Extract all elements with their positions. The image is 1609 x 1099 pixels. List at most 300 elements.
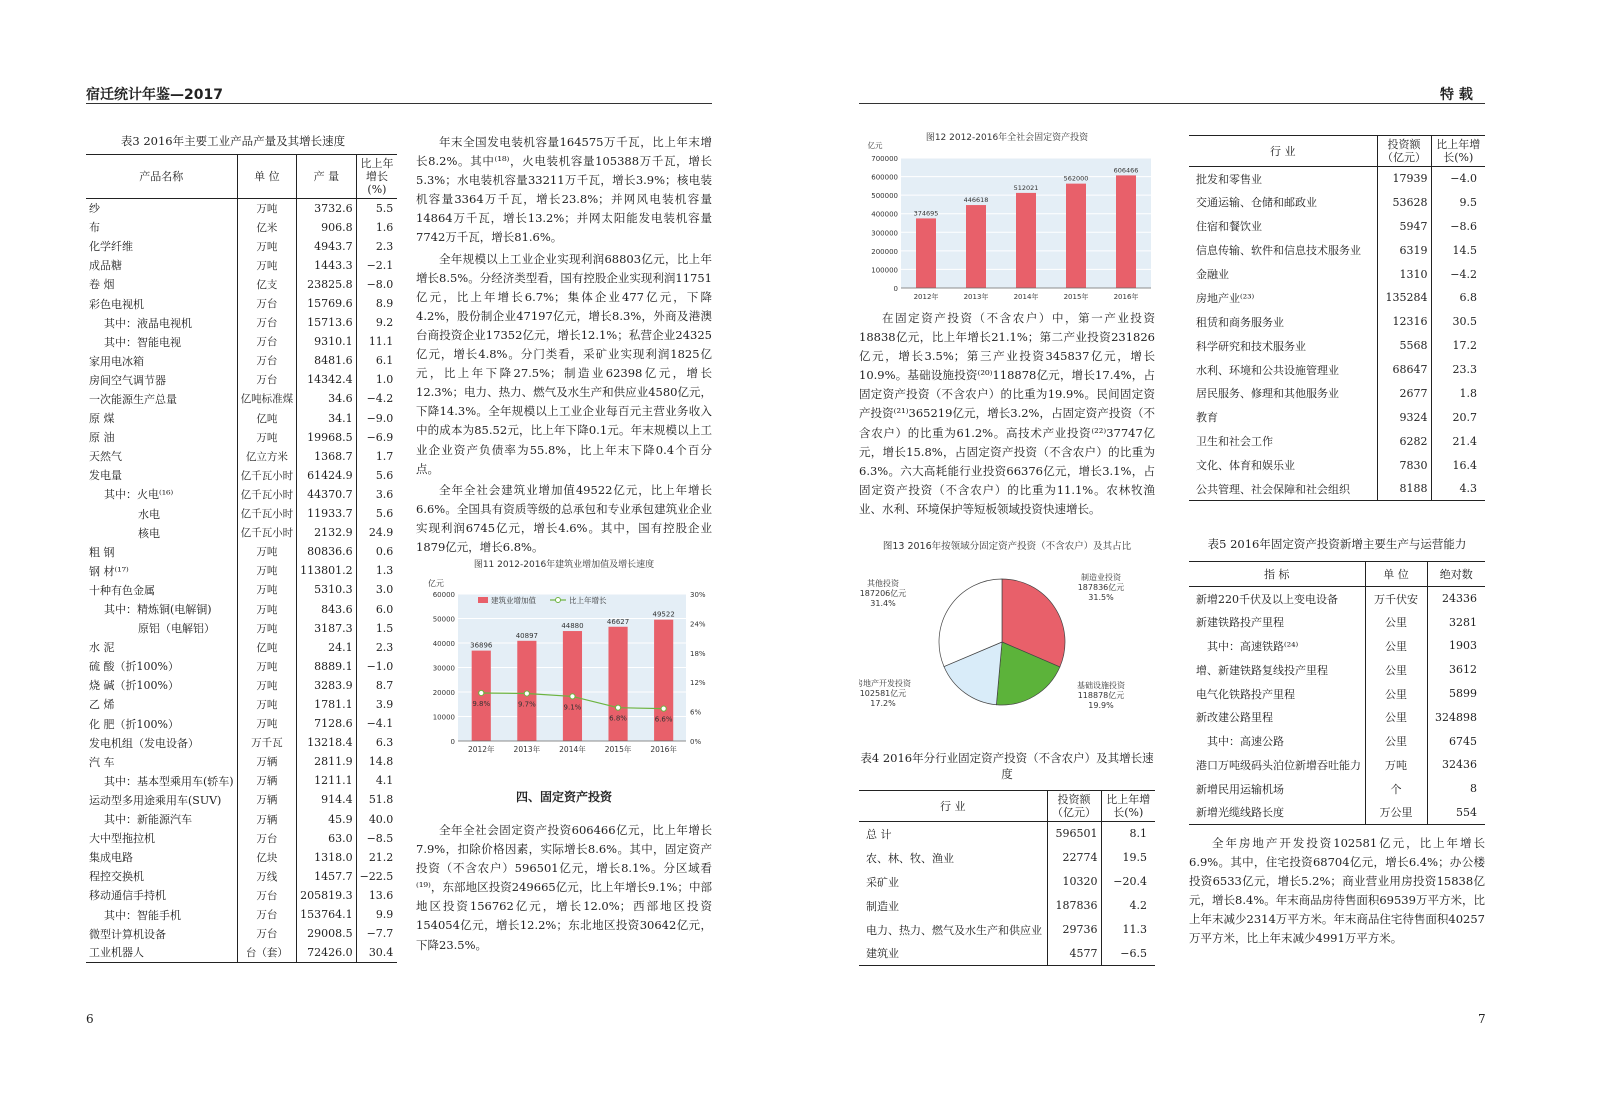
table-row bbox=[86, 466, 397, 485]
growth: −7.7 bbox=[356, 924, 397, 943]
investment: 135284 bbox=[1377, 286, 1431, 310]
output: 906.8 bbox=[297, 218, 357, 237]
growth: 11.3 bbox=[1101, 918, 1155, 942]
industry: 居民服务、修理和其他服务业 bbox=[1196, 387, 1339, 401]
growth: 9.9 bbox=[356, 905, 397, 924]
output: 8889.1 bbox=[297, 657, 357, 676]
output: 11933.7 bbox=[297, 504, 357, 523]
growth: 14.5 bbox=[1431, 238, 1485, 262]
growth: −4.2 bbox=[1431, 262, 1485, 286]
investment: 4577 bbox=[1047, 942, 1101, 966]
table-row bbox=[86, 771, 397, 790]
x-tick-label: 2015年 bbox=[604, 745, 632, 754]
unit: 亿吨 bbox=[237, 638, 297, 657]
table-row bbox=[86, 485, 397, 504]
table-row bbox=[1189, 310, 1485, 334]
y-tick-label: 300000 bbox=[871, 229, 898, 238]
table-row bbox=[86, 638, 397, 657]
unit: 万台 bbox=[237, 924, 297, 943]
table-row bbox=[86, 561, 397, 580]
line-value-label: 9.1% bbox=[563, 703, 582, 712]
slice-label: 其他投资 bbox=[867, 579, 899, 588]
growth: −6.9 bbox=[356, 428, 397, 447]
x-tick-label: 2012年 bbox=[467, 745, 495, 754]
unit: 亿立方米 bbox=[237, 447, 297, 466]
output: 1211.1 bbox=[297, 771, 357, 790]
indicator: 新建铁路投产里程 bbox=[1196, 616, 1284, 630]
output: 9310.1 bbox=[297, 332, 357, 351]
table4-continued bbox=[1189, 135, 1485, 501]
industry: 卫生和社会工作 bbox=[1196, 435, 1273, 449]
product-name: 烧 碱（折100%） bbox=[89, 679, 179, 693]
growth: −4.0 bbox=[1431, 167, 1485, 191]
unit: 亿千瓦小时 bbox=[237, 466, 297, 485]
table-row bbox=[86, 848, 397, 867]
value: 24336 bbox=[1427, 587, 1485, 611]
table-row bbox=[86, 619, 397, 638]
investment: 2677 bbox=[1377, 382, 1431, 406]
growth: 5.6 bbox=[356, 466, 397, 485]
growth: 1.8 bbox=[1431, 382, 1485, 406]
line-point bbox=[615, 705, 620, 710]
header-rule-left bbox=[86, 103, 712, 104]
legend-label-line: 比上年增长 bbox=[569, 596, 607, 605]
product-name: 乙 烯 bbox=[89, 698, 115, 712]
industry: 教育 bbox=[1196, 411, 1218, 425]
slice-label: 制造业投资 bbox=[1081, 573, 1121, 582]
x-tick-label: 2014年 bbox=[559, 745, 586, 754]
chart11-svg bbox=[416, 556, 712, 761]
output: 13218.4 bbox=[297, 733, 357, 752]
slice-value: 187206亿元 bbox=[859, 589, 907, 598]
output: 843.6 bbox=[297, 599, 357, 618]
investment: 68647 bbox=[1377, 358, 1431, 382]
table-row bbox=[1189, 682, 1485, 706]
table-row bbox=[86, 294, 397, 313]
bar-value-label: 606466 bbox=[1113, 166, 1139, 175]
unit: 公里 bbox=[1365, 729, 1427, 753]
legend-marker bbox=[556, 598, 561, 603]
bar-value-label: 40897 bbox=[515, 631, 538, 640]
investment: 12316 bbox=[1377, 310, 1431, 334]
output: 29008.5 bbox=[297, 924, 357, 943]
investment: 5568 bbox=[1377, 334, 1431, 358]
growth: 8.1 bbox=[1101, 822, 1155, 846]
table-row bbox=[86, 676, 397, 695]
growth: 8.9 bbox=[356, 294, 397, 313]
x-tick-label: 2012年 bbox=[913, 293, 939, 301]
unit: 亿块 bbox=[237, 848, 297, 867]
product-name: 化学纤维 bbox=[89, 240, 133, 254]
unit: 万千瓦 bbox=[237, 733, 297, 752]
x-tick-label: 2016年 bbox=[1113, 293, 1139, 301]
chart12-svg bbox=[859, 128, 1155, 303]
slice-value: 102581亿元 bbox=[859, 689, 907, 698]
line-point bbox=[570, 694, 575, 699]
product-name: 纱 bbox=[89, 202, 100, 216]
output: 61424.9 bbox=[297, 466, 357, 485]
x-tick-label: 2013年 bbox=[963, 293, 989, 301]
table-row bbox=[86, 370, 397, 389]
product-name: 房间空气调节器 bbox=[89, 373, 166, 387]
table3-header: 比上年增长(%) bbox=[356, 155, 397, 199]
investment: 6282 bbox=[1377, 429, 1431, 453]
value: 32436 bbox=[1427, 753, 1485, 777]
y-tick-label: 500000 bbox=[871, 192, 898, 201]
output: 7128.6 bbox=[297, 714, 357, 733]
value: 554 bbox=[1427, 801, 1485, 825]
indicator: 其中：高速公路 bbox=[1207, 735, 1284, 749]
unit: 公里 bbox=[1365, 682, 1427, 706]
growth: 13.6 bbox=[356, 886, 397, 905]
table-row bbox=[1189, 262, 1485, 286]
slice-percent: 31.5% bbox=[1088, 593, 1114, 602]
table-row bbox=[86, 714, 397, 733]
output: 1368.7 bbox=[297, 447, 357, 466]
table3-header: 产 量 bbox=[297, 155, 357, 199]
value: 1903 bbox=[1427, 634, 1485, 658]
table-row bbox=[1189, 286, 1485, 310]
table-row bbox=[1189, 382, 1485, 406]
value: 3612 bbox=[1427, 658, 1485, 682]
product-name: 其中：智能手机 bbox=[104, 908, 181, 922]
unit: 万台 bbox=[237, 829, 297, 848]
output: 24.1 bbox=[297, 638, 357, 657]
unit: 万台 bbox=[237, 313, 297, 332]
growth: 6.0 bbox=[356, 599, 397, 618]
growth: 30.5 bbox=[1431, 310, 1485, 334]
table-row bbox=[859, 822, 1155, 846]
growth: 4.1 bbox=[356, 771, 397, 790]
table-row bbox=[86, 351, 397, 370]
table-row bbox=[86, 752, 397, 771]
table-row bbox=[86, 237, 397, 256]
y-tick-label: 200000 bbox=[871, 247, 898, 256]
product-name: 彩色电视机 bbox=[89, 297, 144, 311]
table-row bbox=[1189, 405, 1485, 429]
line-point bbox=[524, 691, 529, 696]
text-column-3 bbox=[859, 309, 1155, 519]
growth: 3.6 bbox=[356, 485, 397, 504]
output: 4943.7 bbox=[297, 237, 357, 256]
product-name: 水 泥 bbox=[89, 641, 115, 655]
product-name: 原铝（电解铝） bbox=[138, 622, 215, 636]
output: 45.9 bbox=[297, 810, 357, 829]
table-row bbox=[86, 657, 397, 676]
output: 8481.6 bbox=[297, 351, 357, 370]
section-heading-investment: 四、固定资产投资 bbox=[515, 790, 612, 804]
product-name: 卷 烟 bbox=[89, 278, 115, 292]
x-tick-label: 2016年 bbox=[650, 745, 677, 754]
investment: 596501 bbox=[1047, 822, 1101, 846]
growth: −9.0 bbox=[356, 409, 397, 428]
table-row bbox=[86, 256, 397, 275]
table-row bbox=[86, 790, 397, 809]
table5-caption: 表5 2016年固定资产投资新增主要生产与运营能力 bbox=[1207, 537, 1467, 551]
table-row bbox=[1189, 587, 1485, 611]
growth: 11.1 bbox=[356, 332, 397, 351]
table-row bbox=[1189, 801, 1485, 825]
growth: 51.8 bbox=[356, 790, 397, 809]
section-title: 特 载 bbox=[1440, 87, 1473, 103]
table-row bbox=[1189, 753, 1485, 777]
unit: 亿米 bbox=[237, 218, 297, 237]
industry: 金融业 bbox=[1196, 268, 1229, 281]
table-row bbox=[86, 542, 397, 561]
product-name: 移动通信手持机 bbox=[89, 889, 166, 903]
table5 bbox=[1189, 561, 1485, 825]
chart-title: 图12 2012-2016年全社会固定资产投资 bbox=[925, 133, 1089, 143]
bar-value-label: 46627 bbox=[606, 617, 630, 626]
industry: 公共管理、社会保障和社会组织 bbox=[1189, 477, 1377, 501]
growth: 4.3 bbox=[1431, 477, 1485, 501]
table3 bbox=[86, 154, 397, 963]
unit: 万吨 bbox=[237, 561, 297, 580]
bar bbox=[966, 205, 986, 288]
investment: 6319 bbox=[1377, 238, 1431, 262]
slice-label: 基础设施投资 bbox=[1077, 681, 1125, 690]
unit: 万辆 bbox=[237, 771, 297, 790]
unit: 万台 bbox=[237, 294, 297, 313]
text-column-2 bbox=[416, 133, 712, 557]
y2-tick-label: 6% bbox=[690, 708, 702, 717]
slice-percent: 19.9% bbox=[1088, 701, 1114, 710]
bar bbox=[1016, 193, 1036, 288]
growth: 2.3 bbox=[356, 638, 397, 657]
unit: 万吨 bbox=[237, 237, 297, 256]
growth: 9.5 bbox=[1431, 190, 1485, 214]
bar-value-label: 446618 bbox=[963, 196, 989, 205]
unit: 万辆 bbox=[237, 752, 297, 771]
product-name: 程控交换机 bbox=[89, 870, 144, 884]
product-name: 其中：火电⁽¹⁶⁾ bbox=[104, 488, 174, 502]
unit: 万台 bbox=[237, 886, 297, 905]
table3-header: 单 位 bbox=[237, 155, 297, 199]
product-name: 汽 车 bbox=[89, 755, 115, 769]
industry: 科学研究和技术服务业 bbox=[1196, 339, 1306, 353]
x-tick-label: 2013年 bbox=[513, 745, 541, 754]
table-row bbox=[86, 504, 397, 523]
growth: −8.0 bbox=[356, 275, 397, 294]
y-tick-label: 0 bbox=[893, 285, 898, 293]
table4-header: 投资额（亿元） bbox=[1047, 791, 1101, 822]
unit: 亿吨 bbox=[237, 409, 297, 428]
unit: 万吨 bbox=[237, 619, 297, 638]
value: 5899 bbox=[1427, 682, 1485, 706]
bar-value-label: 374695 bbox=[913, 209, 939, 218]
growth: −4.2 bbox=[356, 389, 397, 408]
table-row bbox=[86, 428, 397, 447]
growth: −1.0 bbox=[356, 657, 397, 676]
table-row bbox=[1189, 777, 1485, 801]
slice-percent: 31.4% bbox=[870, 599, 896, 608]
investment: 187836 bbox=[1047, 894, 1101, 918]
unit: 万吨 bbox=[237, 256, 297, 275]
table-row bbox=[86, 199, 397, 218]
bar-value-label: 49522 bbox=[652, 610, 675, 619]
growth: 1.7 bbox=[356, 447, 397, 466]
bar-value-label: 36896 bbox=[470, 641, 493, 650]
table-row bbox=[86, 905, 397, 924]
investment: 8188 bbox=[1377, 477, 1431, 501]
product-name: 布 bbox=[89, 221, 100, 235]
unit: 万台 bbox=[237, 351, 297, 370]
y2-tick-label: 18% bbox=[690, 649, 706, 658]
unit: 亿吨标准煤 bbox=[237, 389, 297, 408]
table-row bbox=[86, 943, 397, 962]
table4-continued-block bbox=[1189, 135, 1485, 501]
table-row bbox=[86, 867, 397, 886]
paragraph-fixed-investment: 全年全社会固定资产投资606466亿元，比上年增长7.9%，扣除价格因素，实际增长8.6%。其中，固定资产投资（不含农户）596501亿元，增长8.1%。分区域看⁽¹⁹⁾，东部地区投资249665亿元，比上年增长9.1%；中部地区投资156762亿元，增长12.0%；西部地区投资154054亿元，增长12.2%；东北地区投资30642亿元，下降23.5%。 bbox=[416, 823, 712, 952]
line-value-label: 6.6% bbox=[654, 715, 673, 724]
page-number-left: 6 bbox=[86, 1012, 94, 1026]
industry: 电力、热力、燃气及水生产和供应业 bbox=[866, 923, 1042, 937]
x-tick-label: 2014年 bbox=[1013, 293, 1039, 301]
output: 23825.8 bbox=[297, 275, 357, 294]
investment: 7830 bbox=[1377, 453, 1431, 477]
output: 1318.0 bbox=[297, 848, 357, 867]
table-row bbox=[86, 733, 397, 752]
y2-tick-label: 30% bbox=[690, 591, 706, 599]
header-rule-right bbox=[859, 103, 1485, 104]
growth: 21.2 bbox=[356, 848, 397, 867]
y-tick-label: 600000 bbox=[871, 173, 898, 182]
x-tick-label: 2015年 bbox=[1063, 293, 1089, 301]
growth: 1.6 bbox=[356, 218, 397, 237]
table4b-header: 比上年增长(%) bbox=[1431, 136, 1485, 167]
product-name: 发电机组（发电设备） bbox=[89, 736, 199, 750]
investment: 22774 bbox=[1047, 846, 1101, 870]
product-name: 硫 酸（折100%） bbox=[89, 660, 179, 674]
table-row bbox=[1189, 453, 1485, 477]
table4-block bbox=[859, 750, 1155, 966]
table-row bbox=[86, 409, 397, 428]
product-name: 大中型拖拉机 bbox=[89, 832, 155, 846]
industry: 房地产业⁽²³⁾ bbox=[1196, 291, 1255, 305]
slice-percent: 17.2% bbox=[870, 699, 896, 708]
table4-header: 行 业 bbox=[859, 791, 1047, 822]
paragraph-construction: 全年全社会建筑业增加值49522亿元，比上年增长6.6%。全国具有资质等级的总承包和专业承包建筑业企业实现利润6745亿元，增长4.6%。其中，国有控股企业1879亿元，增长6.8%。 bbox=[416, 482, 712, 554]
table4-header: 比上年增长(%) bbox=[1101, 791, 1155, 822]
product-name: 其中：智能电视 bbox=[104, 335, 181, 349]
unit: 亿千瓦小时 bbox=[237, 485, 297, 504]
growth: 8.7 bbox=[356, 676, 397, 695]
table-row bbox=[86, 313, 397, 332]
table-row bbox=[86, 886, 397, 905]
product-name: 十种有色金属 bbox=[89, 583, 155, 597]
slice-value: 187836亿元 bbox=[1077, 583, 1125, 592]
bar bbox=[608, 627, 627, 741]
bar-value-label: 562000 bbox=[1063, 174, 1089, 183]
growth: 6.3 bbox=[356, 733, 397, 752]
output: 80836.6 bbox=[297, 542, 357, 561]
product-name: 家用电冰箱 bbox=[89, 354, 144, 368]
product-name: 粗 钢 bbox=[89, 545, 115, 559]
table-row bbox=[86, 599, 397, 618]
unit: 亿千瓦小时 bbox=[237, 504, 297, 523]
table-row bbox=[859, 894, 1155, 918]
y-axis-label: 亿元 bbox=[428, 579, 444, 588]
indicator: 新增220千伏及以上变电设备 bbox=[1196, 592, 1338, 606]
growth: 0.6 bbox=[356, 542, 397, 561]
growth: 20.7 bbox=[1431, 405, 1485, 429]
paragraph-power-capacity: 年末全国发电装机容量164575万千瓦，比上年末增长8.2%。其中⁽¹⁸⁾，火电装机容量105388万千瓦，增长5.3%；水电装机容量33211万千瓦，增长3.9%；核电装机容量3364万千瓦，增长23.8%；并网风电装机容量14864万千瓦，增长13.2%；并网太阳能发电装机容量7742万千瓦，增长81.6%。 bbox=[416, 135, 712, 245]
unit: 万台 bbox=[237, 332, 297, 351]
unit: 公里 bbox=[1365, 658, 1427, 682]
growth: 30.4 bbox=[356, 943, 397, 962]
y-tick-label: 20000 bbox=[432, 689, 455, 697]
table4b-header: 行 业 bbox=[1189, 136, 1377, 167]
y-tick-label: 10000 bbox=[432, 713, 455, 722]
product-name: 钢 材⁽¹⁷⁾ bbox=[89, 564, 129, 578]
paragraph-industrial-profit: 全年规模以上工业企业实现利润68803亿元，比上年增长8.5%。分经济类型看，国有控股企业实现利润11751亿元，比上年增长6.7%；集体企业477亿元，下降4.2%，股份制企业47197亿元，增长8.3%，外商及港澳台商投资企业17352亿元，增长12.1%；私营企业24325亿元，增长4.8%。分门类看，采矿业实现利润1825亿元，比上年下降27.5%；制造业62398亿元，增长12.3%；电力、热力、燃气及水生产和供应业4580亿元，下降14.3%。全年规模以上工业企业每百元主营业务收入中的成本为85.52元，比上年下降0.1元。年末规模以上工业企业资产负债率为55.8%，比上年末下降0.4个百分点。 bbox=[416, 251, 712, 476]
table-row bbox=[86, 275, 397, 294]
line-point bbox=[479, 690, 484, 695]
growth: 6.8 bbox=[1431, 286, 1485, 310]
table3-block bbox=[86, 133, 394, 963]
growth: 3.0 bbox=[356, 580, 397, 599]
output: 3732.6 bbox=[297, 199, 357, 218]
table5-header: 绝对数 bbox=[1427, 562, 1485, 587]
table-row bbox=[86, 332, 397, 351]
unit: 万吨 bbox=[237, 542, 297, 561]
investment: 17939 bbox=[1377, 167, 1431, 191]
growth: −22.5 bbox=[356, 867, 397, 886]
growth: 16.4 bbox=[1431, 453, 1485, 477]
table-row bbox=[1189, 610, 1485, 634]
paragraph-real-estate: 全年房地产开发投资102581亿元，比上年增长6.9%。其中，住宅投资68704亿元，增长6.4%；办公楼投资6533亿元，增长5.2%；商业营业用房投资15838亿元，增长8.4%。年末商品房待售面积69539万平方米，比上年末减少2314万平方米。年末商品住宅待售面积40257万平方米，比上年末减少4991万平方米。 bbox=[1189, 836, 1485, 946]
table-row bbox=[1189, 477, 1485, 501]
growth: 40.0 bbox=[356, 810, 397, 829]
unit: 万吨 bbox=[237, 599, 297, 618]
unit: 万辆 bbox=[237, 790, 297, 809]
text-column-4 bbox=[1189, 834, 1485, 949]
table-row bbox=[86, 523, 397, 542]
legend-label-bar: 建筑业增加值 bbox=[491, 596, 536, 605]
table-row bbox=[859, 846, 1155, 870]
chart11 bbox=[416, 556, 712, 761]
unit: 万吨 bbox=[237, 676, 297, 695]
investment: 9324 bbox=[1377, 405, 1431, 429]
output: 1443.3 bbox=[297, 256, 357, 275]
paragraph-investment-structure: 在固定资产投资（不含农户）中，第一产业投资18838亿元，比上年增长21.1%；第二产业投资231826亿元，增长3.5%；第三产业投资345837亿元，增长10.9%。基础设施投资⁽²⁰⁾118878亿元，增长17.4%，占固定资产投资（不含农户）的比重为19.9%。民间固定资产投资⁽²¹⁾365219亿元，增长3.2%，占固定资产投资（不含农户）的比重为61.2%。高技术产业投资⁽²²⁾37747亿元，增长15.8%，占固定资产投资（不含农户）的比重为6.3%。六大高耗能行业投资66376亿元，增长3.1%，占固定资产投资（不含农户）的比重为11.1%。农林牧渔业、水利、环境保护等短板领域投资快速增长。 bbox=[859, 311, 1155, 516]
table5-header: 指 标 bbox=[1189, 562, 1365, 587]
output: 153764.1 bbox=[297, 905, 357, 924]
industry: 住宿和餐饮业 bbox=[1196, 220, 1262, 234]
output: 15769.6 bbox=[297, 294, 357, 313]
unit: 万吨 bbox=[237, 714, 297, 733]
value: 6745 bbox=[1427, 729, 1485, 753]
table-row bbox=[1189, 658, 1485, 682]
unit: 亿千瓦小时 bbox=[237, 523, 297, 542]
output: 2132.9 bbox=[297, 523, 357, 542]
growth: 23.3 bbox=[1431, 358, 1485, 382]
y2-tick-label: 24% bbox=[690, 620, 706, 629]
growth: 4.2 bbox=[1101, 894, 1155, 918]
unit: 公里 bbox=[1365, 634, 1427, 658]
indicator: 电气化铁路投产里程 bbox=[1196, 687, 1295, 701]
table-row bbox=[1189, 238, 1485, 262]
y-tick-label: 400000 bbox=[871, 210, 898, 219]
yearbook-title: 宿迁统计年鉴—2017 bbox=[86, 87, 223, 103]
product-name: 天然气 bbox=[89, 450, 122, 464]
growth: −8.5 bbox=[356, 829, 397, 848]
bar-value-label: 512021 bbox=[1013, 183, 1039, 192]
unit: 万辆 bbox=[237, 810, 297, 829]
product-name: 核电 bbox=[138, 526, 160, 540]
industry: 建筑业 bbox=[859, 942, 1047, 966]
investment: 5947 bbox=[1377, 214, 1431, 238]
